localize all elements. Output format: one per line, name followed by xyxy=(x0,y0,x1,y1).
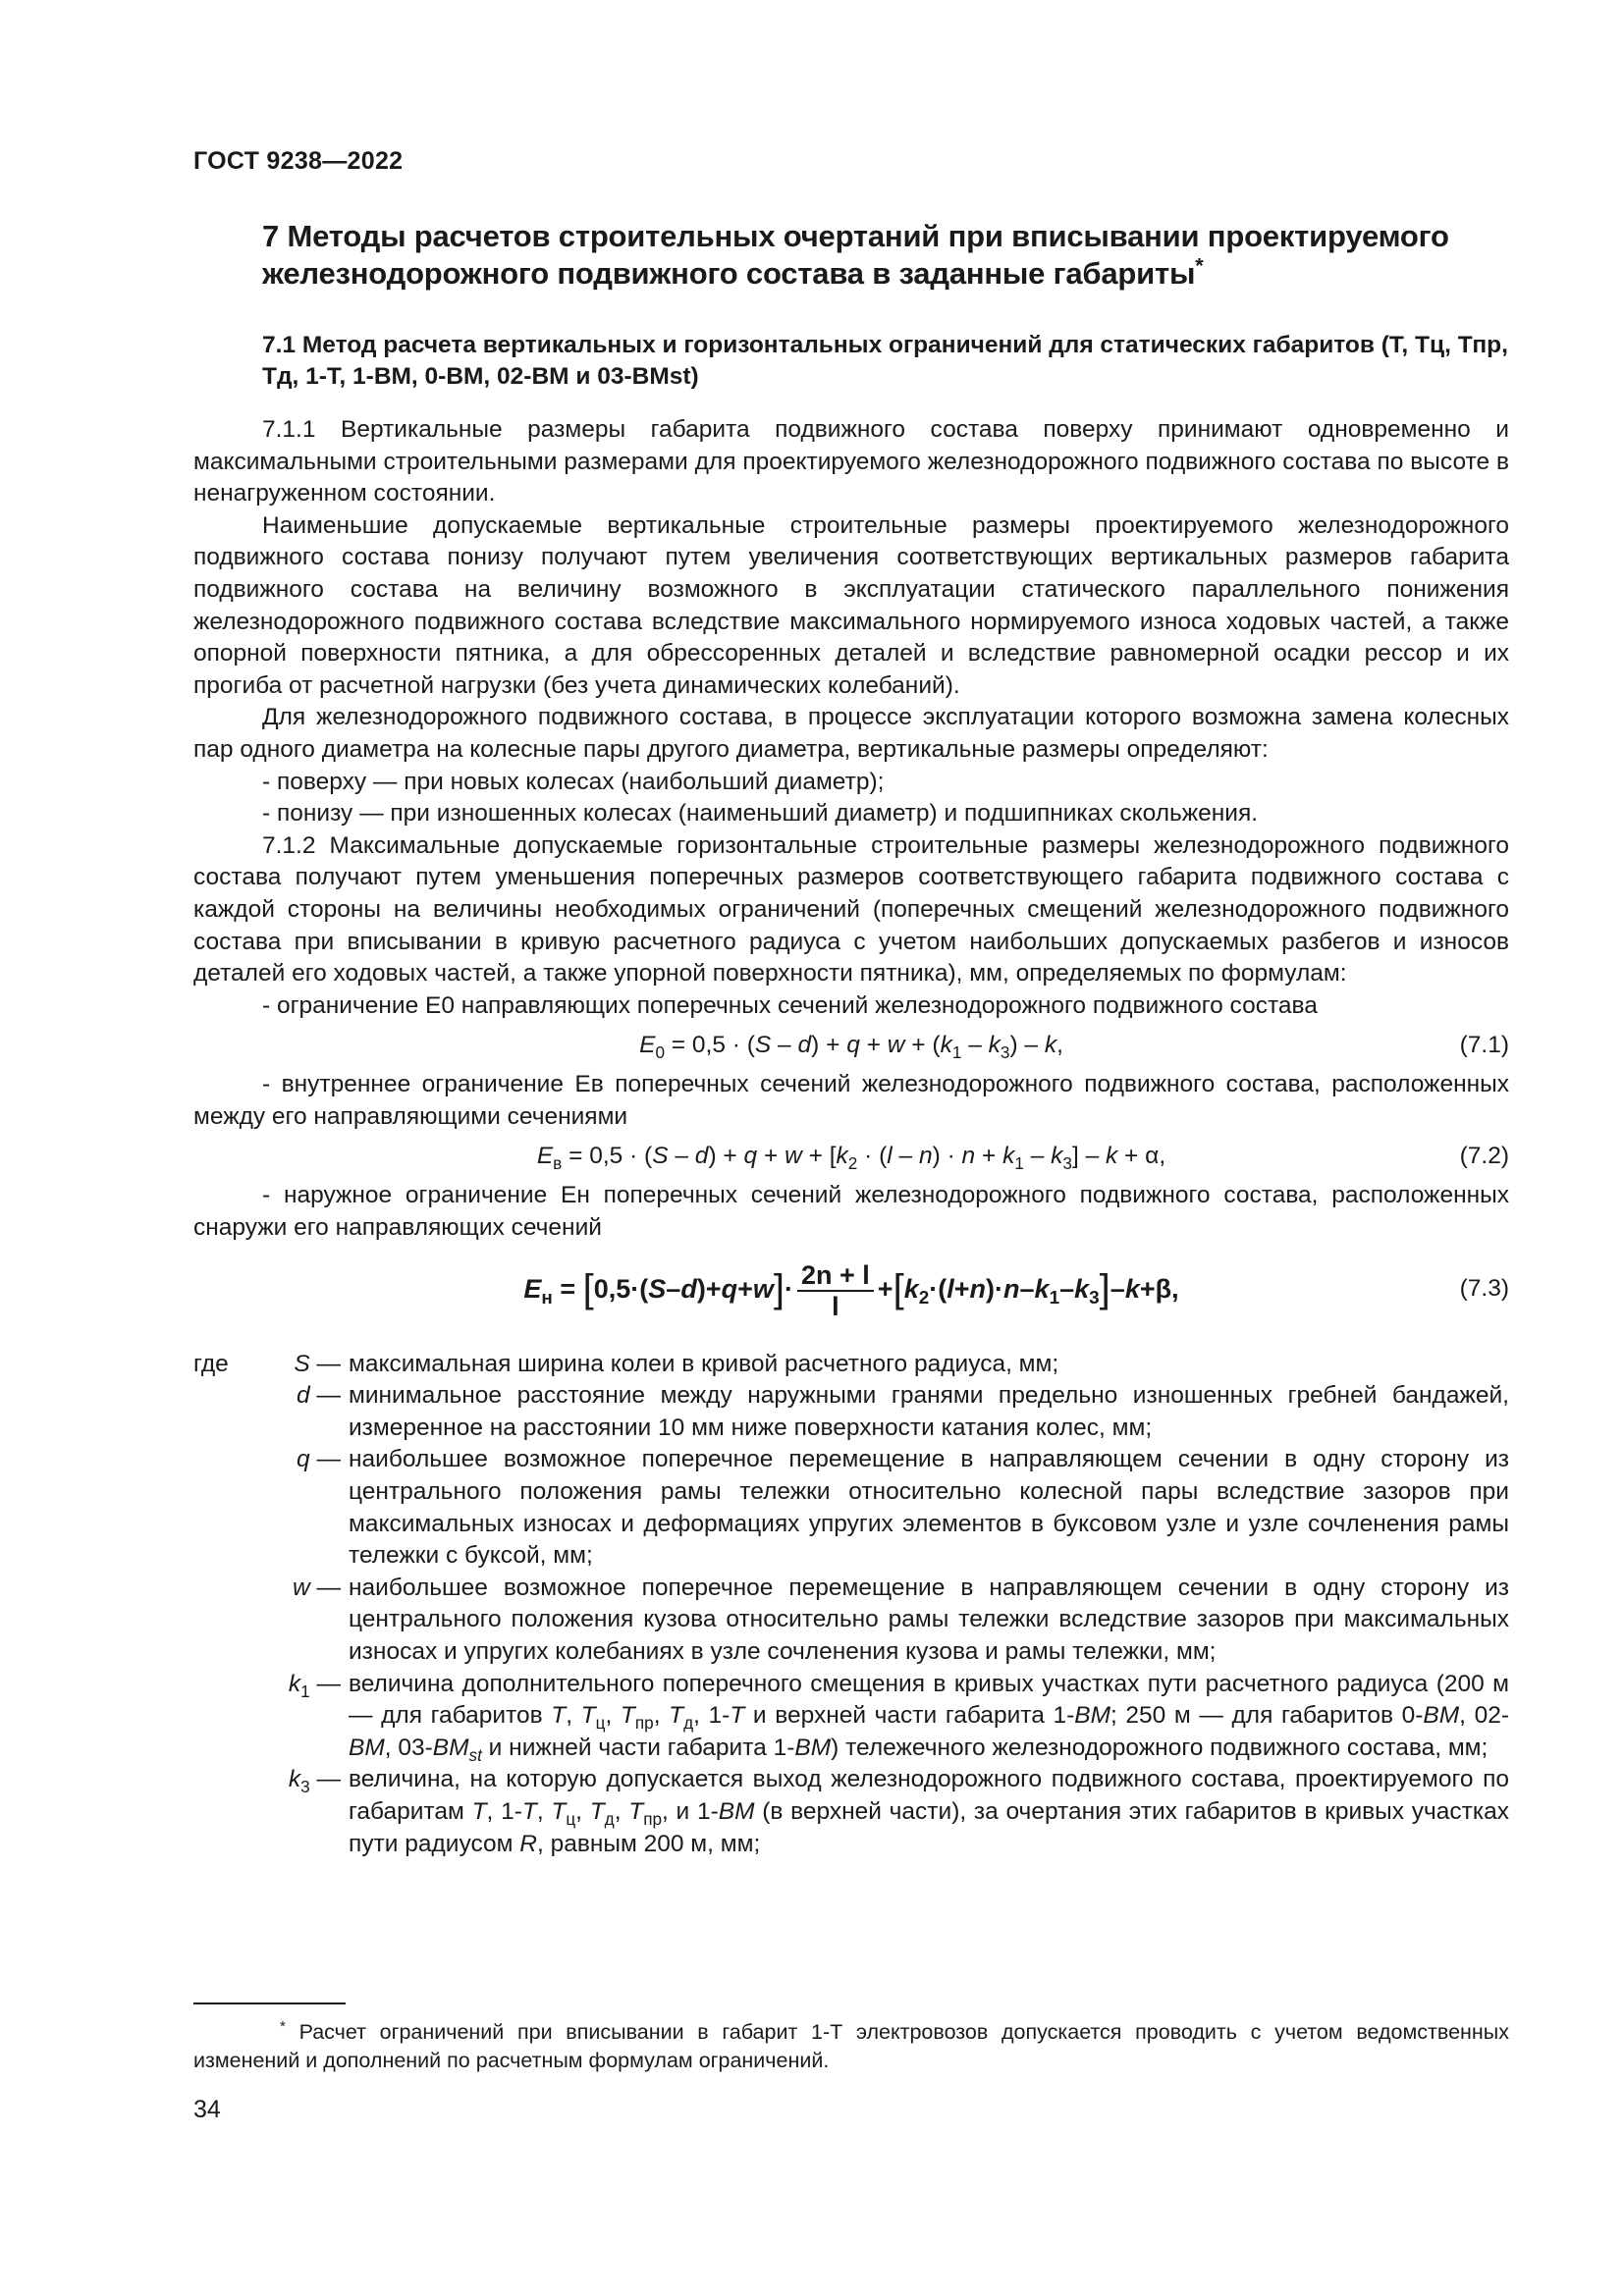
footnote-text: Расчет ограничений при вписывании в габарит 1-Т электровозов допускается проводить с учетом ведомственных изменений и дополнений по расчетным формулам ограничений. xyxy=(193,2020,1509,2072)
definition-item xyxy=(193,1669,1509,1765)
definitions-list xyxy=(193,1349,1509,1861)
formula-number: (7.3) xyxy=(1459,1274,1509,1302)
definition-text: наибольшее возможное поперечное перемещение в направляющем сечении в одну сторону из центрального положения кузова относительно рамы тележки вследствие зазоров при максимальных износах и упругих колебаниях в узле сочленения кузова и рамы тележки, мм; xyxy=(349,1574,1509,1665)
formula-expression: $E_в = 0,5 \cdot (S - d) + q + w + [k_2 \cdot (l - n) \cdot n + k_1 - k_3] - k + \alpha$, xyxy=(536,1143,1166,1174)
definition-text: наибольшее возможное поперечное перемещение в направляющем сечении в одну сторону из центрального положения рамы тележки относительно колесной пары вследствие зазоров при максимальных износах и деформациях упругих элементов в буксовом узле и узле сочленения рамы тележки с буксой, мм; xyxy=(349,1446,1509,1570)
where-label: где xyxy=(193,1350,229,1377)
formula-7-1 xyxy=(193,1022,1509,1069)
body-text xyxy=(193,414,1509,1860)
page-number: 34 xyxy=(193,2096,221,2123)
formula-7-3 xyxy=(193,1245,1509,1333)
formula-7-2 xyxy=(193,1133,1509,1180)
definition-symbol: q — xyxy=(297,1446,341,1473)
subsection-title: 7.1 Метод расчета вертикальных и горизонтальных ограничений для статических габаритов (Т, Тц, Тпр, Тд, 1-Т, 1-ВМ, 0-ВМ, 02-ВМ и 03-ВМst) xyxy=(262,332,1508,390)
definition-symbol: d — xyxy=(297,1382,341,1410)
formula-expression: $E_0 = 0,5 \cdot (S - d) + q + w + (k_1 - k_3) - k$, xyxy=(639,1032,1063,1063)
section-title-text: 7 Методы расчетов строительных очертаний при вписывании проектируемого железнодорожного подвижного состава в заданные габариты xyxy=(262,219,1449,291)
definition-item xyxy=(193,1573,1509,1669)
definition-item xyxy=(193,1444,1509,1572)
paragraph-7-1-1: 7.1.1 Вертикальные размеры габарита подвижного состава поверху принимают одновременно и максимальными строительными размерами для проектируемого железнодорожного подвижного состава по высоте в ненагруженном состоянии. xyxy=(193,416,1509,507)
definition-symbol: w — xyxy=(292,1574,341,1601)
definition-text: величина дополнительного поперечного смещения в кривых участках пути расчетного радиуса (200 м — для габаритов Т, $Т_ц$, $Т_{пр}$, $Т_д$, 1-Т и верхней части габарита 1-ВМ; 250 м — для габаритов 0-ВМ, 02-ВМ, $03-ВМ_{st}$ и нижней части габарита 1-ВМ) тележечного железнодорожного подвижного состава, мм; xyxy=(349,1670,1509,1765)
definition-symbol: S — xyxy=(294,1350,341,1377)
paragraph-restriction-e0: - ограничение E0 направляющих поперечных сечений железнодорожного подвижного состава xyxy=(262,991,1318,1019)
fraction-denominator: l xyxy=(832,1291,839,1321)
formula-expression: $E_н = [0,5\cdot(S-d)+q+w]\cdot$ $\frac{2n + l}{l}$ $+[k_2\cdot(l+n)\cdot n-k_1-k_3]-k+\beta$, xyxy=(523,1259,1179,1321)
footnote xyxy=(193,2018,1509,2075)
definition-item xyxy=(193,1380,1509,1444)
footnote-reference: * xyxy=(1195,252,1204,278)
list-item-bottom: - понизу — при изношенных колесах (наименьший диаметр) и подшипниках скольжения. xyxy=(262,800,1259,828)
footnote-separator xyxy=(193,2002,346,2004)
definition-item xyxy=(193,1349,1509,1381)
paragraph-restriction-ev: - внутреннее ограничение Eв поперечных сечений железнодорожного подвижного состава, расположенных между его направляющими сечениями xyxy=(193,1071,1509,1130)
document-header: ГОСТ 9238—2022 xyxy=(193,147,404,175)
paragraph-restriction-en: - наружное ограничение Eн поперечных сечений железнодорожного подвижного состава, расположенных снаружи его направляющих сечений xyxy=(193,1182,1509,1242)
definition-item xyxy=(193,1764,1509,1860)
definition-text: минимальное расстояние между наружными гранями предельно изношенных гребней бандажей, измеренное на расстоянии 10 мм ниже поверхности катания колес, мм; xyxy=(349,1382,1509,1441)
section-title xyxy=(262,218,1509,293)
paragraph-wheel-replacement: Для железнодорожного подвижного состава, в процессе эксплуатации которого возможна замена колесных пар одного диаметра на колесные пары другого диаметра, вертикальные размеры определяют: xyxy=(193,704,1509,763)
formula-number: (7.1) xyxy=(1459,1032,1509,1059)
paragraph-7-1-2: 7.1.2 Максимальные допускаемые горизонтальные строительные размеры железнодорожного подвижного состава получают путем уменьшения поперечных размеров соответствующего габарита подвижного состава с каждой стороны на величины необходимых ограничений (поперечных смещений железнодорожного подвижного состава при вписывании в кривую расчетного радиуса с учетом наибольших допускаемых разбегов и износов деталей его ходовых частей, а также упорной поверхности пятника), мм, определяемых по формулам: xyxy=(193,831,1509,988)
formula-number: (7.2) xyxy=(1459,1143,1509,1170)
definition-text: величина, на которую допускается выход железнодорожного подвижного состава, проектируемого по габаритам Т, 1-Т, $Т_ц$, $Т_д$, $Т_{пр}$, и 1-ВМ (в верхней части), за очертания этих габаритов в кривых участках пути радиусом R, равным 200 м, мм; xyxy=(349,1766,1509,1857)
fraction xyxy=(797,1260,874,1321)
footnote-mark: * xyxy=(280,2017,286,2035)
list-item-top: - поверху — при новых колесах (наибольший диаметр); xyxy=(262,768,885,795)
definition-symbol: $k_1$ — xyxy=(288,1670,341,1701)
main-content xyxy=(193,218,1509,1860)
definition-symbol: $k_3$ — xyxy=(288,1766,341,1797)
paragraph-lower-dimensions: Наименьшие допускаемые вертикальные строительные размеры проектируемого железнодорожного подвижного состава понизу получают путем увеличения соответствующих вертикальных размеров габарита подвижного состава на величину возможного в эксплуатации статического параллельного понижения железнодорожного подвижного состава вследствие максимального нормируемого износа ходовых частей, а также опорной поверхности пятника, а для обрессоренных деталей и вследствие равномерной осадки рессор и их прогиба от расчетной нагрузки (без учета динамических колебаний). xyxy=(193,511,1509,699)
definition-text: максимальная ширина колеи в кривой расчетного радиуса, мм; xyxy=(349,1350,1059,1377)
fraction-numerator: 2n + l xyxy=(797,1260,874,1292)
